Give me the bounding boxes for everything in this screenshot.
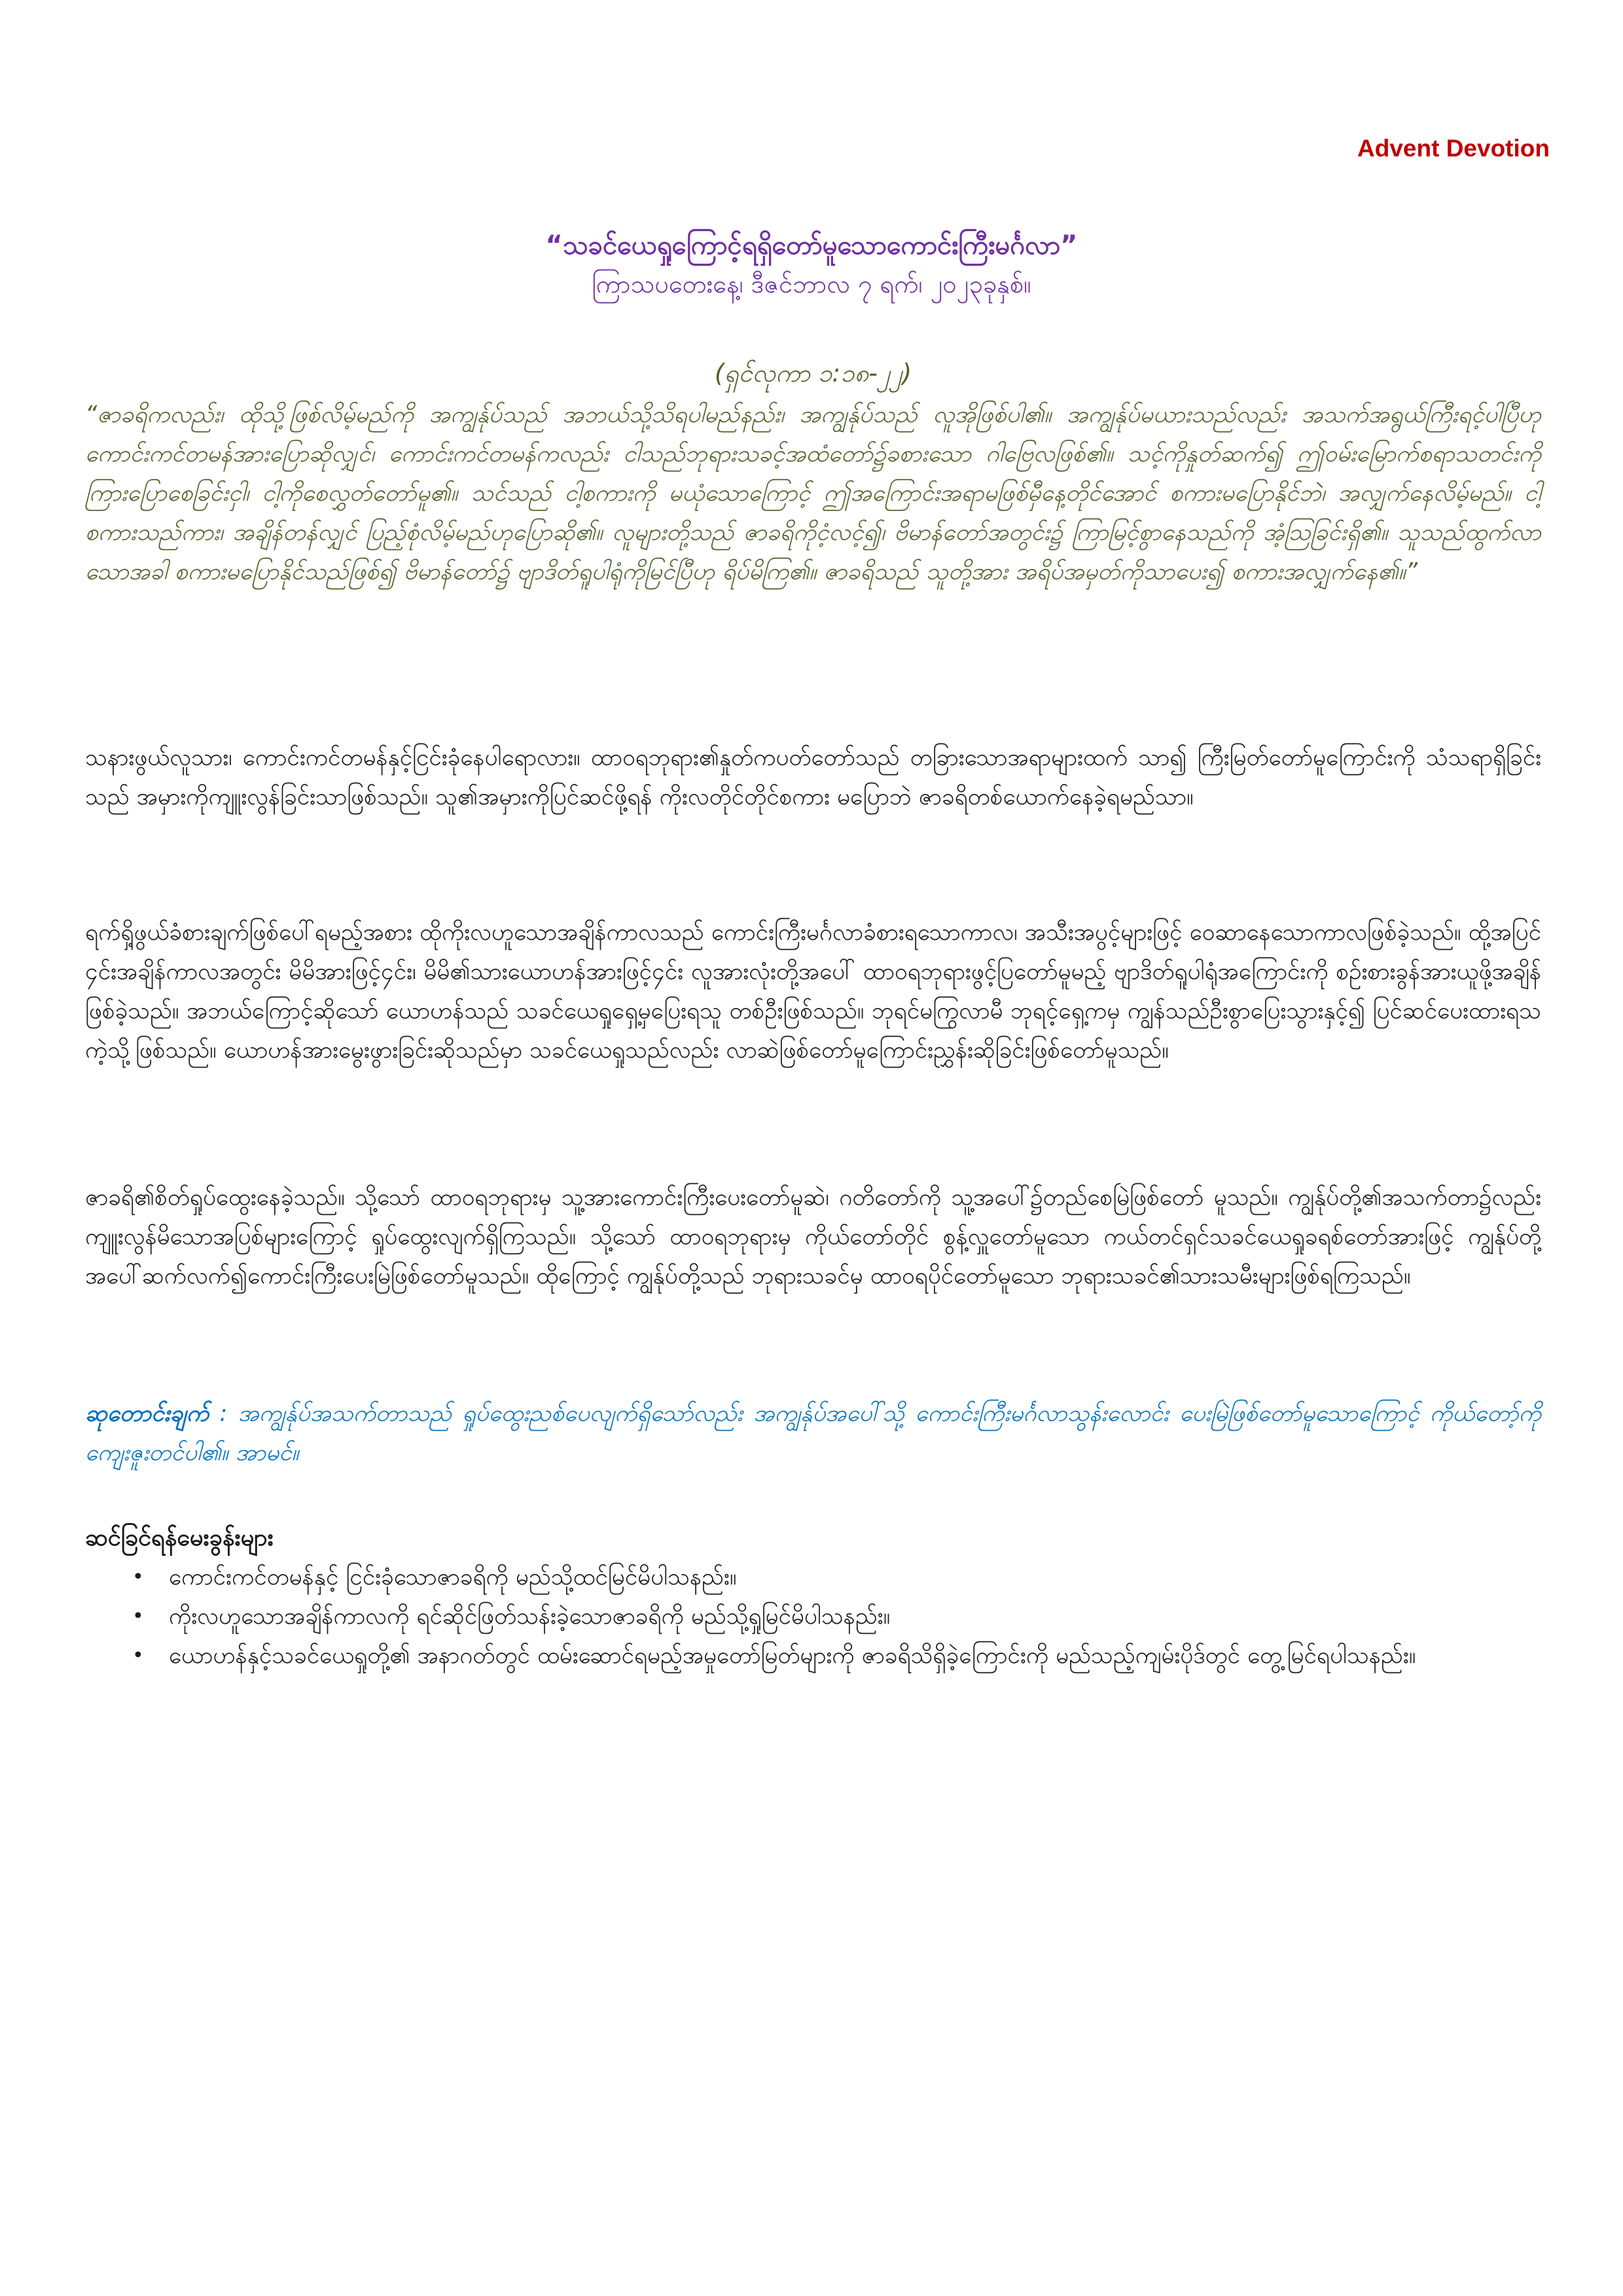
question-text: ကိုးလဟူသောအချိန်ကာလကို ရင်ဆိုင်ဖြတ်သန်းခဲ့သောဇာခရိကို မည်သို့ရှုမြင်မိပါသနည်း။ [169, 1604, 891, 1630]
questions-heading: ဆင်ခြင်ရန်မေးခွန်းများ [85, 1524, 274, 1551]
prayer-label: ဆုတောင်းချက် [85, 1401, 209, 1427]
list-item [85, 1558, 1541, 1597]
prayer-separator: : [209, 1401, 238, 1427]
body-paragraph-1: သနားဖွယ်လူသား၊ ကောင်းကင်တမန်နှင့်ငြင်းခုံနေပါရောလား။ ထာဝရဘုရား၏နှုတ်ကပတ်တော်သည် တခြားသောအရာများထက် သာ၍ ကြီးမြတ်တော်မူကြောင်းကို သံသရာရှိခြင်းသည် အမှားကိုကျူးလွန်ခြင်းသာဖြစ်သည်။ သူ၏အမှားကိုပြင်ဆင်ဖို့ရန် ကိုးလတိုင်တိုင်စကား မပြောဘဲ ဇာခရိတစ်ယောက်နေခဲ့ရမည်သာ။ [85, 745, 1541, 810]
questions-list [85, 1558, 1541, 1676]
questions-block [85, 1518, 1541, 1676]
list-item [85, 1597, 1541, 1636]
scripture-block [85, 353, 1541, 592]
bullet-icon: • [132, 1644, 144, 1667]
bullet-icon: • [132, 1566, 144, 1588]
title-block [0, 226, 1623, 303]
bullet-icon: • [132, 1605, 144, 1628]
question-text: ကောင်းကင်တမန်နှင့် ငြင်းခုံသောဇာခရိကို မည်သို့ထင်မြင်မိပါသနည်း။ [169, 1564, 737, 1590]
question-text: ယောဟန်နှင့်သခင်ယေရှုတို့၏ အနာဂတ်တွင် ထမ်းဆောင်ရမည့်အမှုတော်မြတ်များကို ဇာခရိသိရှိခဲ့ကြောင်းကို မည်သည့်ကျမ်းပိုဒ်တွင် တွေ့မြင်ရပါသနည်း။ [169, 1643, 1416, 1669]
prayer-text: အကျွန်ုပ်အသက်တာသည် ရှုပ်ထွေးညစ်ပေလျက်ရှိသော်လည်း အကျွန်ုပ်အပေါ်သို့ ကောင်းကြီးမင်္ဂလာသွန်းလောင်း ပေးမြဲဖြစ်တော်မူသောကြောင့် ကိုယ်တော့်ကို ကျေးဇူးတင်ပါ၏။ အာမင်။ [85, 1401, 1541, 1466]
body-paragraph-3: ဇာခရိ၏စိတ်ရှုပ်ထွေးနေခဲ့သည်။ သို့သော် ထာဝရဘုရားမှ သူ့အားကောင်းကြီးပေးတော်မူဆဲ၊ ဂတိတော်ကို သူ့အပေါ်၌တည်စေမြဲဖြစ်တော် မူသည်။ ကျွန်ုပ်တို့၏အသက်တာ၌လည်း ကျူးလွန်မိသောအပြစ်များကြောင့် ရှုပ်ထွေးလျက်ရှိကြသည်။ သို့သော် ထာဝရဘုရားမှ ကိုယ်တော်တိုင် စွန့်လှူတော်မူသော ကယ်တင်ရှင်သခင်ယေရှုခရစ်တော်အားဖြင့် ကျွန်ုပ်တို့အပေါ်ဆက်လက်၍ကောင်းကြီးပေးမြဲဖြစ်တော်မူသည်။ ထိုကြောင့် ကျွန်ုပ်တို့သည် ဘုရားသခင်မှ ထာဝရပိုင်တော်မူသော ဘုရားသခင်၏သားသမီးများဖြစ်ရကြသည်။ [85, 1185, 1541, 1289]
prayer-block [85, 1394, 1541, 1473]
header-tag: Advent Devotion [1357, 135, 1550, 162]
scripture-text: “ဇာခရိကလည်း၊ ထိုသို့ဖြစ်လိမ့်မည်ကို အကျွန်ုပ်သည် အဘယ်သို့သိရပါမည်နည်း၊ အကျွန်ုပ်သည် လူအိုဖြစ်ပါ၏။ အကျွန်ုပ်မယားသည်လည်း အသက်အရွယ်ကြီးရင့်ပါပြီဟု ကောင်းကင်တမန်အားပြောဆိုလျှင်၊ ကောင်းကင်တမန်ကလည်း ငါသည်ဘုရားသခင့်အထံတော်၌ခစားသော ဂါဗြေလဖြစ်၏။ သင့်ကိုနှုတ်ဆက်၍ ဤဝမ်းမြောက်စရာသတင်းကို ကြားပြောစေခြင်းငှါ၊ ငါ့ကိုစေလွှတ်တော်မူ၏။ သင်သည် ငါ့စကားကို မယုံသောကြောင့် ဤအကြောင်းအရာမဖြစ်မှီနေ့တိုင်အောင် စကားမပြောနိုင်ဘဲ၊ အလျှက်နေလိမ့်မည်။ ငါ့စကားသည်ကား၊ အချိန်တန်လျှင် ပြည့်စုံလိမ့်မည်ဟုပြောဆို၏။ လူများတို့သည် ဇာခရိကိုငံ့လင့်၍၊ ဗိမာန်တော်အတွင်း၌ ကြာမြင့်စွာနေသည်ကို အံ့ဩခြင်းရှိ၏။ သူသည်ထွက်လာ သောအခါ စကားမပြောနိုင်သည်ဖြစ်၍ ဗိမာန်တော်၌ ဗျာဒိတ်ရူပါရုံကိုမြင်ပြီဟု ရိပ်မိကြ၏။ ဇာခရိသည် သူတို့အား အရိပ်အမှတ်ကိုသာပေး၍ စကားအလျှက်နေ၏။” [85, 401, 1541, 585]
list-item [85, 1636, 1541, 1676]
page-title: “သခင်ယေရှုကြောင့်ရရှိတော်မူသောကောင်းကြီးမင်္ဂလာ” [545, 230, 1078, 260]
scripture-reference: (ရှင်လုကာ ၁:၁၈-၂၂) [714, 359, 912, 387]
date-line: ကြာသပတေးနေ့၊ ဒီဇင်ဘာလ ၇ ရက်၊ ၂၀၂၃ခုနှစ်။ [592, 270, 1031, 298]
body-paragraph-2: ရက်ရှိ့ဖွယ်ခံစားချက်ဖြစ်ပေါ်ရမည့်အစား ထိုကိုးလဟူသောအချိန်ကာလသည် ကောင်းကြီးမင်္ဂလာခံစားရသောကာလ၊ အသီးအပွင့်များဖြင့် ဝေဆာနေသောကာလဖြစ်ခဲ့သည်။ ထို့အပြင် ၄င်းအချိန်ကာလအတွင်း မိမိအားဖြင့်၄င်း၊ မိမိ၏သားယောဟန်အားဖြင့်၄င်း လူအားလုံးတို့အပေါ် ထာဝရဘုရားဖွင့်ပြတော်မူမည့် ဗျာဒိတ်ရူပါရုံအကြောင်းကို စဉ်းစားခွန်အားယူဖို့အချိန်ဖြစ်ခဲ့သည်။ အဘယ်ကြောင့်ဆိုသော် ယောဟန်သည် သခင်ယေရှုရှေ့မှပြေးရသူ တစ်ဦးဖြစ်သည်။ ဘုရင်မကြွလာမီ ဘုရင့်ရှေ့ကမှ ကျွန်သည်ဦးစွာပြေးသွားနှင့်၍ ပြင်ဆင်ပေးထားရသကဲ့သို့ဖြစ်သည်။ ယောဟန်အားမွေးဖွားခြင်းဆိုသည်မှာ သခင်ယေရှုသည်လည်း လာဆဲဖြစ်တော်မူကြောင်းညွှန်းဆိုခြင်းဖြစ်တော်မူသည်။ [85, 920, 1541, 1064]
